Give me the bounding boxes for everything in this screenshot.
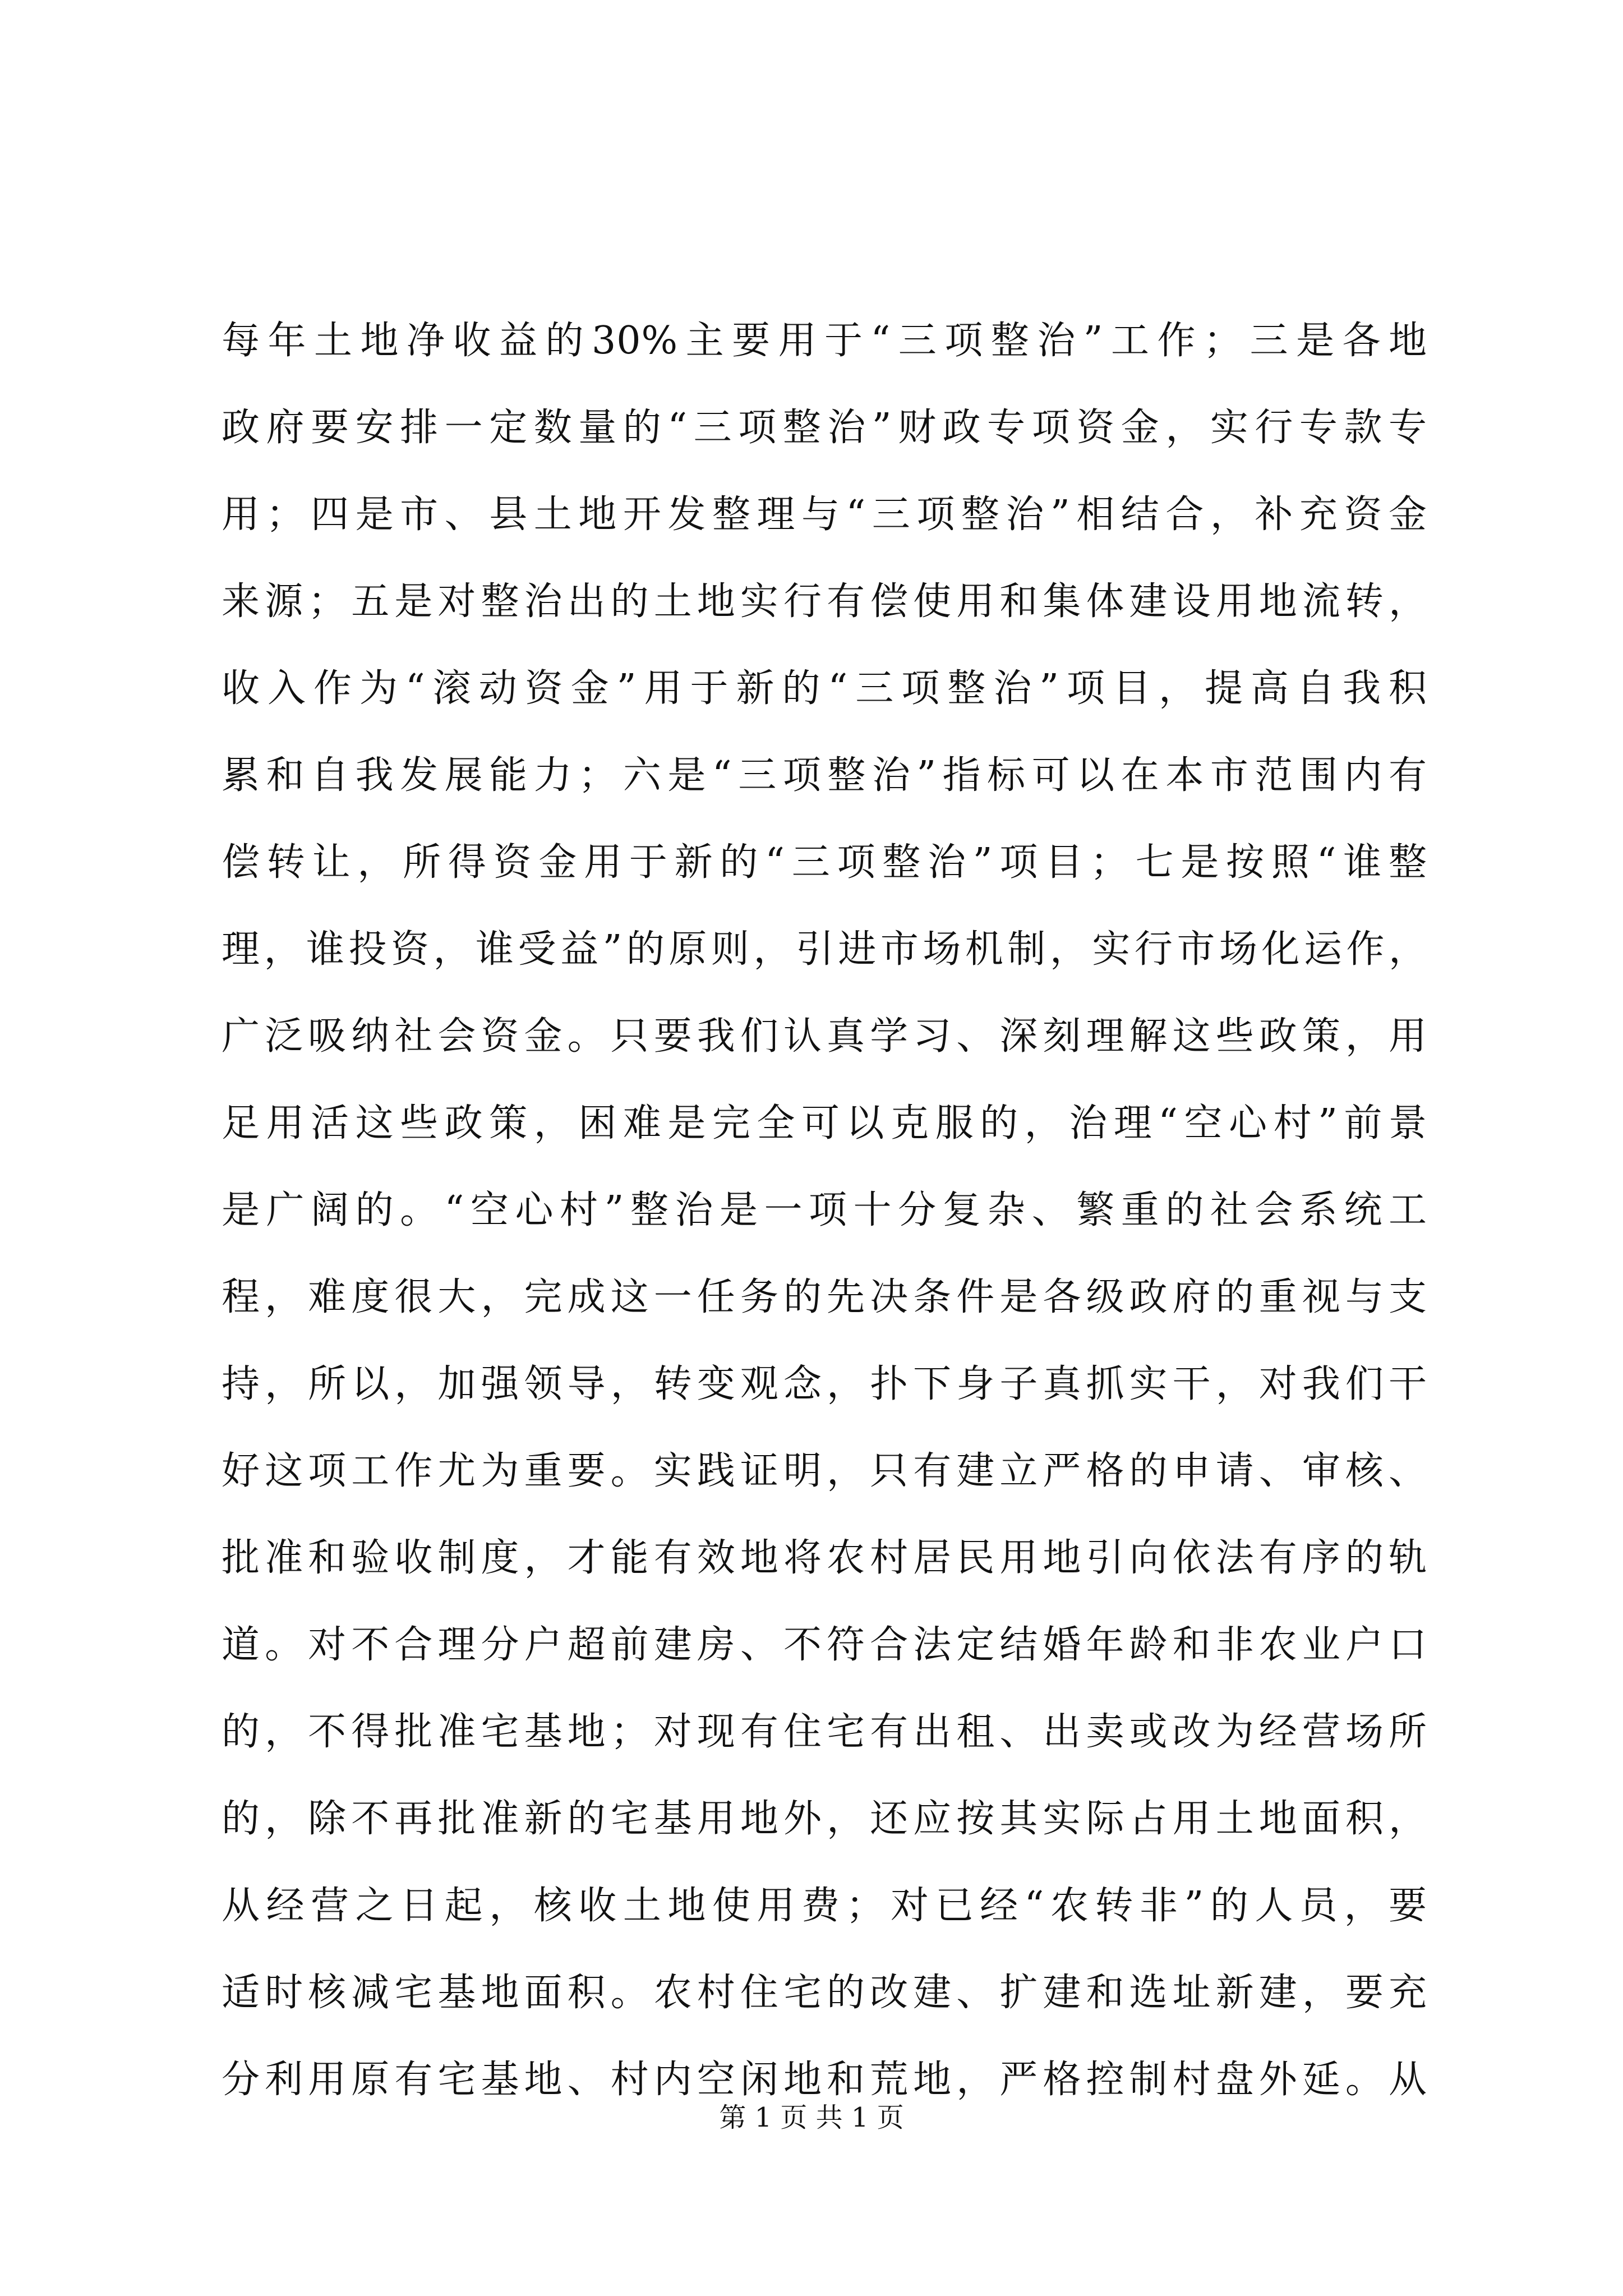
page-footer <box>0 2101 1623 2134</box>
text-line: 道。对不合理分户超前建房、不符合法定结婚年龄和非农业户口 <box>222 1623 1427 1667</box>
text-line: 收入作为“滚动资金”用于新的“三项整治”项目，提高自我积 <box>222 666 1427 711</box>
text-line: 好这项工作尤为重要。实践证明，只有建立严格的申请、审核、 <box>222 1449 1427 1493</box>
text-line: 政府要安排一定数量的“三项整治”财政专项资金，实行专款专 <box>222 406 1427 450</box>
text-line: 的，不得批准宅基地；对现有住宅有出租、出卖或改为经营场所 <box>222 1710 1427 1754</box>
text-line: 持，所以，加强领导，转变观念，扑下身子真抓实干，对我们干 <box>222 1362 1427 1406</box>
text-line: 用；四是市、县土地开发整理与“三项整治”相结合，补充资金 <box>222 493 1427 537</box>
text-line: 理，谁投资，谁受益”的原则，引进市场机制，实行市场化运作， <box>222 927 1427 972</box>
text-line: 来源；五是对整治出的土地实行有偿使用和集体建设用地流转， <box>222 579 1427 624</box>
text-line: 广泛吸纳社会资金。只要我们认真学习、深刻理解这些政策，用 <box>222 1014 1427 1059</box>
text-line: 程，难度很大，完成这一任务的先决条件是各级政府的重视与支 <box>222 1275 1427 1319</box>
text-line: 累和自我发展能力；六是“三项整治”指标可以在本市范围内有 <box>222 753 1427 798</box>
text-line: 每年土地净收益的30%主要用于“三项整治”工作；三是各地 <box>222 319 1427 363</box>
text-line: 批准和验收制度，才能有效地将农村居民用地引向依法有序的轨 <box>222 1536 1427 1580</box>
text-line: 从经营之日起，核收土地使用费；对已经“农转非”的人员，要 <box>222 1884 1427 1928</box>
text-line: 是广阔的。“空心村”整治是一项十分复杂、繁重的社会系统工 <box>222 1188 1427 1232</box>
text-line: 偿转让，所得资金用于新的“三项整治”项目；七是按照“谁整 <box>222 840 1427 885</box>
text-line: 适时核减宅基地面积。农村住宅的改建、扩建和选址新建，要充 <box>222 1971 1427 2015</box>
text-line: 足用活这些政策，困难是完全可以克服的，治理“空心村”前景 <box>222 1101 1427 1145</box>
text-line: 的，除不再批准新的宅基用地外，还应按其实际占用土地面积， <box>222 1797 1427 1841</box>
text-line: 分利用原有宅基地、村内空闲地和荒地，严格控制村盘外延。从 <box>222 2058 1427 2102</box>
page-number: 第 1 页 共 1 页 <box>719 2102 904 2133</box>
body-text <box>222 297 1427 2123</box>
